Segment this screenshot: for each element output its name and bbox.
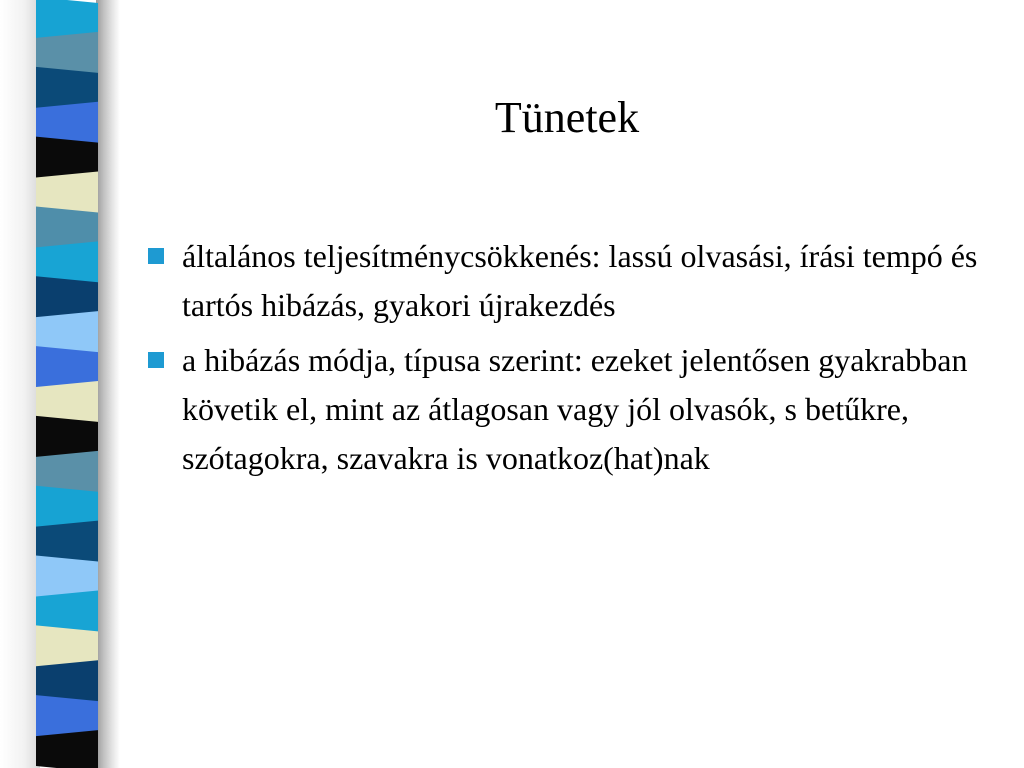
strip-band — [36, 521, 98, 563]
strip-band — [36, 206, 98, 248]
strip-band — [36, 381, 98, 423]
strip-band — [36, 137, 98, 179]
bullet-text-2: a hibázás módja, típusa szerint: ezeket jelentősen gyakrabban követik el, mint az átlagosan vagy jól olvasók, s betűkre, szótagokra, szavakra is vonatkoz(hat)nak — [182, 342, 968, 476]
strip-band — [36, 311, 98, 353]
bullet-text-1: általános teljesítménycsökkenés: lassú olvasási, írási tempó és tartós hibázás, gyakori újrakezdés — [182, 238, 978, 323]
bullet-item-1 — [146, 232, 996, 330]
bullet-list — [146, 232, 996, 489]
strip-band — [36, 625, 98, 667]
strip-band — [36, 416, 98, 458]
strip-band — [36, 346, 98, 388]
strip-band — [36, 590, 98, 632]
strip-band — [36, 102, 98, 144]
bullet-item-2 — [146, 336, 996, 483]
strip-band — [36, 172, 98, 214]
decorative-color-strip — [0, 0, 130, 768]
strip-band — [36, 32, 98, 74]
slide-title: Tünetek — [494, 93, 640, 142]
strip-band — [36, 451, 98, 493]
square-bullet-icon — [148, 248, 164, 264]
strip-band — [36, 556, 98, 598]
square-bullet-icon — [148, 352, 164, 368]
strip-band — [36, 730, 98, 768]
strip-band — [36, 486, 98, 528]
strip-band — [36, 660, 98, 702]
strip-band — [36, 241, 98, 283]
strip-band — [36, 695, 98, 737]
strip-band — [36, 276, 98, 318]
strip-band — [36, 67, 98, 109]
